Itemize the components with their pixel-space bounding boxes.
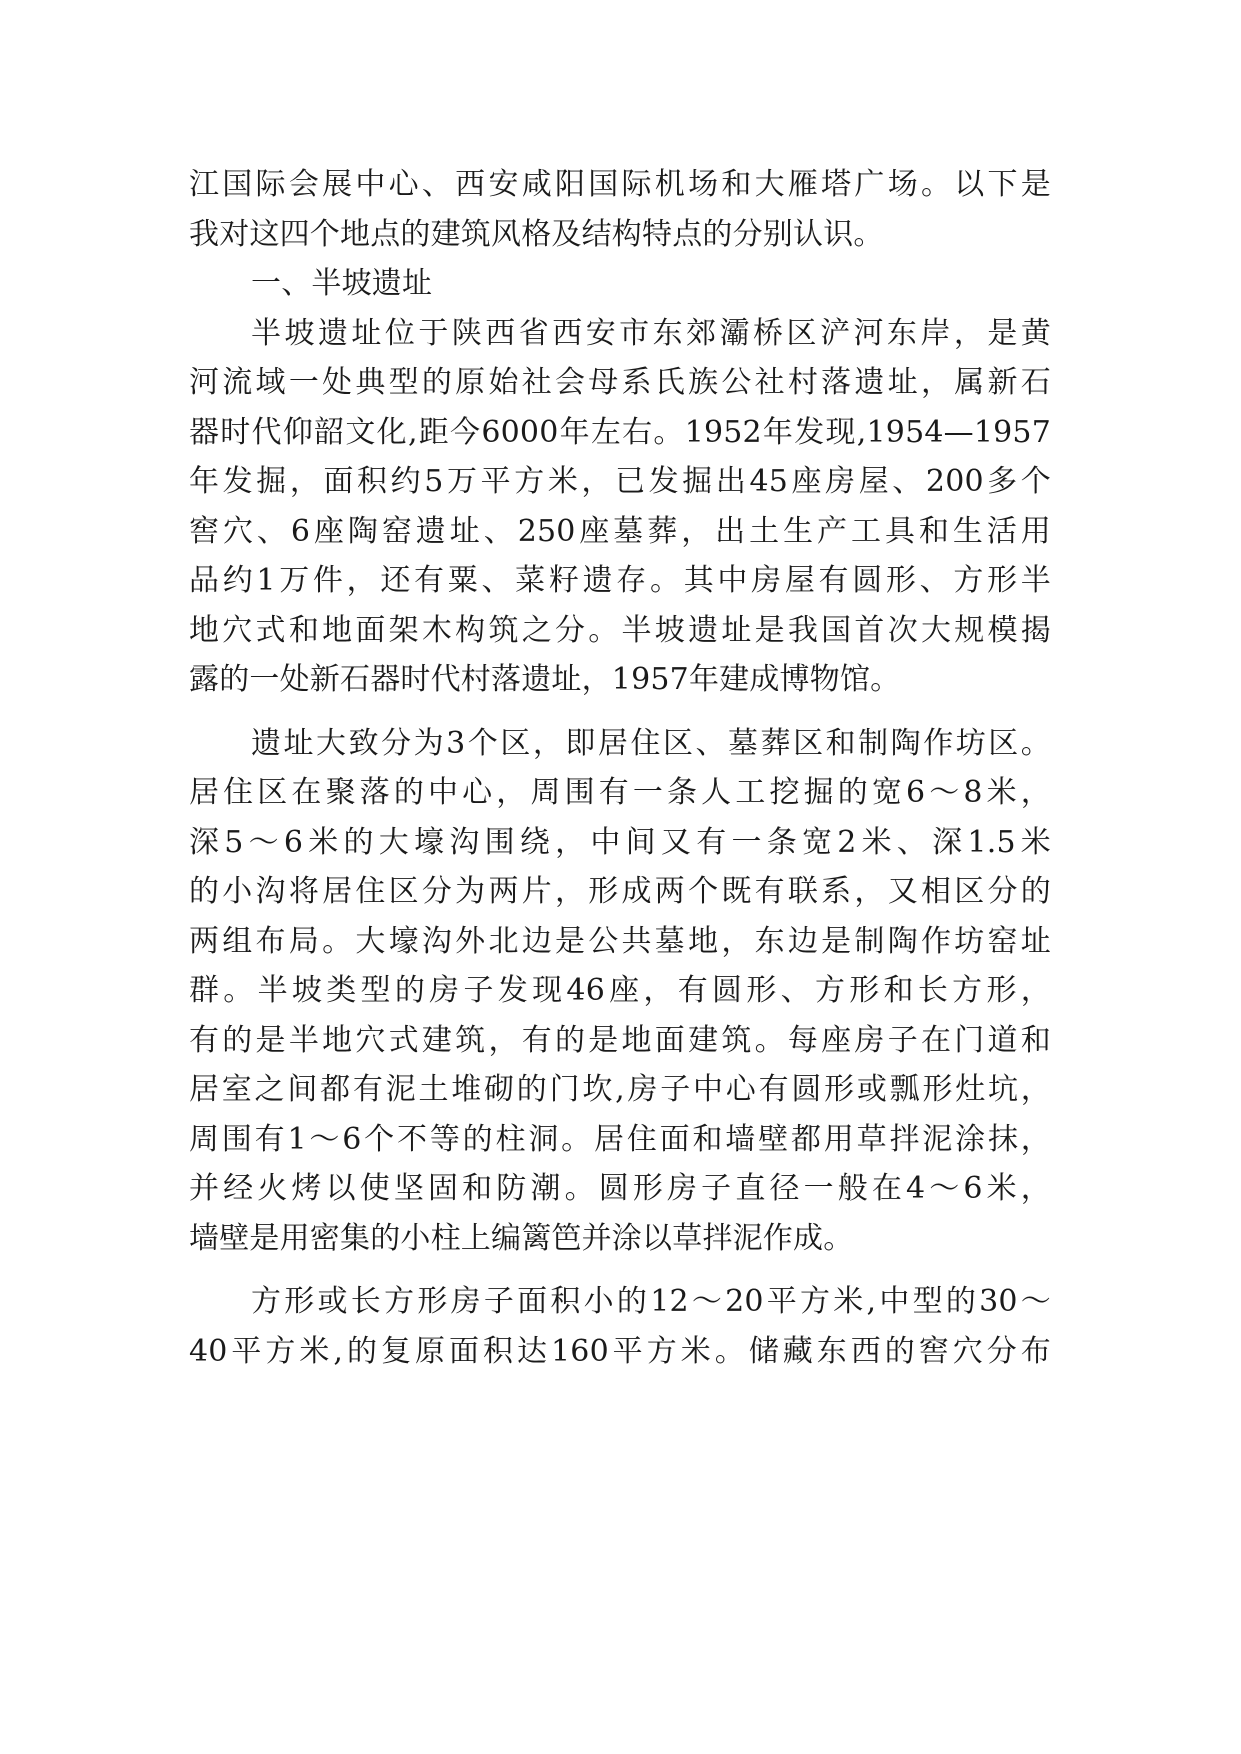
text-line: 地穴式和地面架木构筑之分。半坡遗址是我国首次大规模揭	[189, 612, 1051, 648]
text-line: 墙壁是用密集的小柱上编篱笆并涂以草拌泥作成。	[189, 1220, 854, 1256]
text-line: 居室之间都有泥土堆砌的门坎,房子中心有圆形或瓢形灶坑，	[189, 1072, 1051, 1107]
text-line: 江国际会展中心、西安咸阳国际机场和大雁塔广场。以下是	[189, 167, 1051, 202]
section-heading: 一、半坡遗址	[251, 266, 433, 301]
text-line: 年发掘，面积约5万平方米，已发掘出45座房屋、200多个	[189, 464, 1051, 499]
text-line: 我对这四个地点的建筑风格及结构特点的分别认识。	[189, 216, 884, 252]
text-line: 并经火烤以使坚固和防潮。圆形房子直径一般在4～6米，	[189, 1171, 1051, 1206]
text-line: 有的是半地穴式建筑，有的是地面建筑。每座房子在门道和	[189, 1022, 1051, 1058]
text-line: 器时代仰韶文化,距今6000年左右。1952年发现,1954—1957	[189, 414, 1051, 450]
text-line: 品约1万件，还有粟、菜籽遗存。其中房屋有圆形、方形半	[189, 563, 1051, 598]
text-line: 露的一处新石器时代村落遗址，1957年建成博物馆。	[189, 662, 901, 697]
paragraph-3	[189, 1277, 1051, 1376]
text-line: 遗址大致分为3个区，即居住区、墓葬区和制陶作坊区。	[251, 725, 1051, 761]
text-line: 半坡遗址位于陕西省西安市东郊灞桥区浐河东岸，是黄	[251, 315, 1051, 351]
text-line: 深5～6米的大壕沟围绕，中间又有一条宽2米、深1.5米	[189, 824, 1051, 860]
paragraph-gap	[189, 705, 1051, 719]
paragraph-1	[189, 309, 1051, 705]
text-line: 居住区在聚落的中心，周围有一条人工挖掘的宽6～8米，	[189, 775, 1051, 810]
paragraph-2	[189, 719, 1051, 1264]
intro-paragraph	[189, 160, 1051, 259]
text-line: 的小沟将居住区分为两片，形成两个既有联系，又相区分的	[189, 874, 1051, 909]
text-line: 河流域一处典型的原始社会母系氏族公社村落遗址，属新石	[189, 365, 1051, 400]
text-line: 周围有1～6个不等的柱洞。居住面和墙壁都用草拌泥涂抹，	[189, 1121, 1051, 1157]
paragraph-gap	[189, 1263, 1051, 1277]
text-line: 40平方米,的复原面积达160平方米。储藏东西的窖穴分布	[189, 1333, 1051, 1369]
text-line: 两组布局。大壕沟外北边是公共墓地，东边是制陶作坊窑址	[189, 923, 1051, 959]
document-body	[189, 160, 1051, 1376]
text-line: 方形或长方形房子面积小的12～20平方米,中型的30～	[251, 1284, 1051, 1319]
text-line: 窖穴、6座陶窑遗址、250座墓葬，出土生产工具和生活用	[189, 513, 1051, 549]
text-line: 群。半坡类型的房子发现46座，有圆形、方形和长方形，	[189, 973, 1051, 1008]
